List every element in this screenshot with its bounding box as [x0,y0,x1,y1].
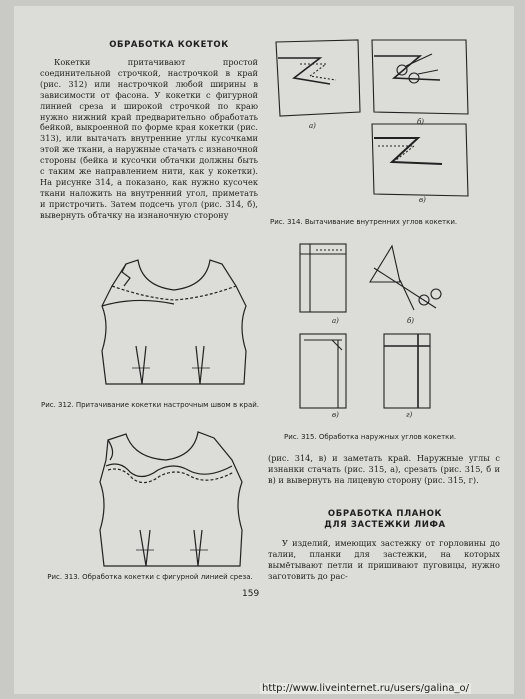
caption-315: Рис. 315. Обработка наружных углов кокетки. [284,433,457,441]
figure-315-outer-corners [296,238,456,428]
page-number: 159 [242,589,260,599]
watermark-url[interactable]: http://www.liveinternet.ru/users/galina_o/ [262,683,469,694]
book-page [14,6,514,694]
fig315-label-a: а) [332,317,339,325]
paragraph-plackets: У изделий, имеющих застежку от горловины до талии, планки для застежки, на которых вымётывают петли и пришивают пуговицы, нужно заготовить до рас- [268,538,500,581]
fig315-label-c: в) [332,411,339,419]
figure-314-inner-corners [270,34,502,214]
paragraph-yokes: Кокетки притачивают простой соединительной строчкой, настрочкой в край (рис. 312) или настрочкой любой ширины в зависимости от фасона. У кокетки с фигурной линией среза и широкой строчкой по краю нужно нижний край предварительно обработать бейкой, выкроенной по форме края кокетки (рис. 313), или вытачать внутренние углы кусочками этой же ткани, а наружные стачать с изнаночной стороны (бейка и кусочки обтачки должны быть с таким же направлением нити, как у кокетки). На рисунке 314, а показано, как нужно кусочек ткани наложить на внутренний угол, приметать и пристрочить. Затем подсечь угол (рис. 314, б), вывернуть обтачку на изнаночную сторону [40,57,258,220]
section-heading-yokes: ОБРАБОТКА КОКЕТОК [109,40,229,50]
section-heading-placket-line2: ДЛЯ ЗАСТЕЖКИ ЛИФА [324,520,446,530]
fig314-label-a: а) [309,122,316,130]
fig315-label-b: б) [407,317,415,325]
fig314-label-b: б) [417,118,425,126]
caption-314: Рис. 314. Вытачивание внутренних углов кокетки. [270,218,458,226]
paragraph-continuation: (рис. 314, в) и заметать край. Наружные углы с изнанки стачать (рис. 315, а), срезать (рис. 315, б и в) и вывернуть на лицевую сторону (рис. 315, г). [268,453,500,485]
section-heading-placket-line1: ОБРАБОТКА ПЛАНОК [327,509,443,519]
fig314-label-c: в) [419,196,426,204]
caption-313: Рис. 313. Обработка кокетки с фигурной линией среза. [47,573,253,581]
figure-313-bodice [86,426,266,571]
fig315-label-d: г) [406,411,413,419]
caption-312: Рис. 312. Притачивание кокетки настрочным швом в край. [40,401,260,409]
figure-312-bodice [86,256,266,396]
